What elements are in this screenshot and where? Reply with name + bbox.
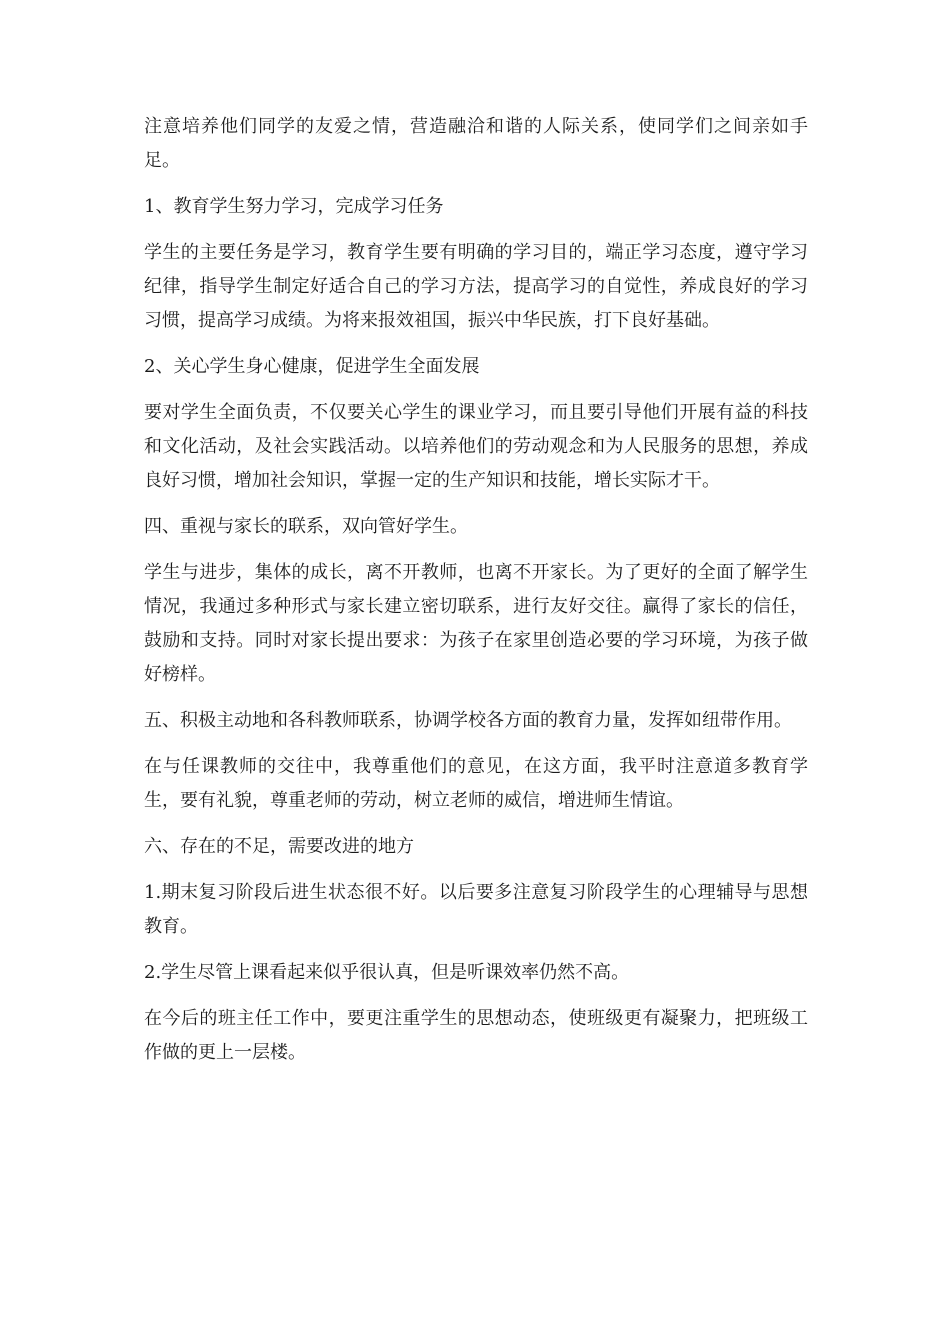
body-paragraph: 学生与进步，集体的成长，离不开教师，也离不开家长。为了更好的全面了解学生情况，我通过多种形式与家长建立密切联系，进行友好交往。赢得了家长的信任，鼓励和支持。同时对家长提出要求：为孩子在家里创造必要的学习环境，为孩子做好榜样。	[144, 562, 808, 685]
body-paragraph: 在与任课教师的交往中，我尊重他们的意见，在这方面，我平时注意道多教育学生，要有礼貌，尊重老师的劳动，树立老师的威信，增进师生情谊。	[144, 756, 808, 811]
section-heading: 2、关心学生身心健康，促进学生全面发展	[144, 356, 480, 377]
document-body	[144, 110, 808, 1082]
list-item: 2.学生尽管上课看起来似乎很认真，但是听课效率仍然不高。	[144, 962, 630, 983]
body-paragraph: 在今后的班主任工作中，要更注重学生的思想动态，使班级更有凝聚力，把班级工作做的更上一层楼。	[144, 1008, 808, 1063]
list-item: 1.期末复习阶段后进生状态很不好。以后要多注意复习阶段学生的心理辅导与思想教育。	[144, 882, 808, 937]
body-paragraph: 注意培养他们同学的友爱之情，营造融洽和谐的人际关系，使同学们之间亲如手足。	[144, 116, 808, 171]
section-heading: 四、重视与家长的联系，双向管好学生。	[144, 516, 468, 537]
section-heading: 1、教育学生努力学习，完成学习任务	[144, 196, 444, 217]
body-paragraph: 学生的主要任务是学习，教育学生要有明确的学习目的，端正学习态度，遵守学习纪律，指导学生制定好适合自己的学习方法，提高学习的自觉性，养成良好的学习习惯，提高学习成绩。为将来报效祖国，振兴中华民族，打下良好基础。	[144, 242, 808, 331]
section-heading: 五、积极主动地和各科教师联系，协调学校各方面的教育力量，发挥如纽带作用。	[144, 710, 792, 731]
body-paragraph: 要对学生全面负责，不仅要关心学生的课业学习，而且要引导他们开展有益的科技和文化活动，及社会实践活动。以培养他们的劳动观念和为人民服务的思想，养成良好习惯，增加社会知识，掌握一定的生产知识和技能，增长实际才干。	[144, 402, 808, 491]
section-heading: 六、存在的不足，需要改进的地方	[144, 836, 414, 857]
